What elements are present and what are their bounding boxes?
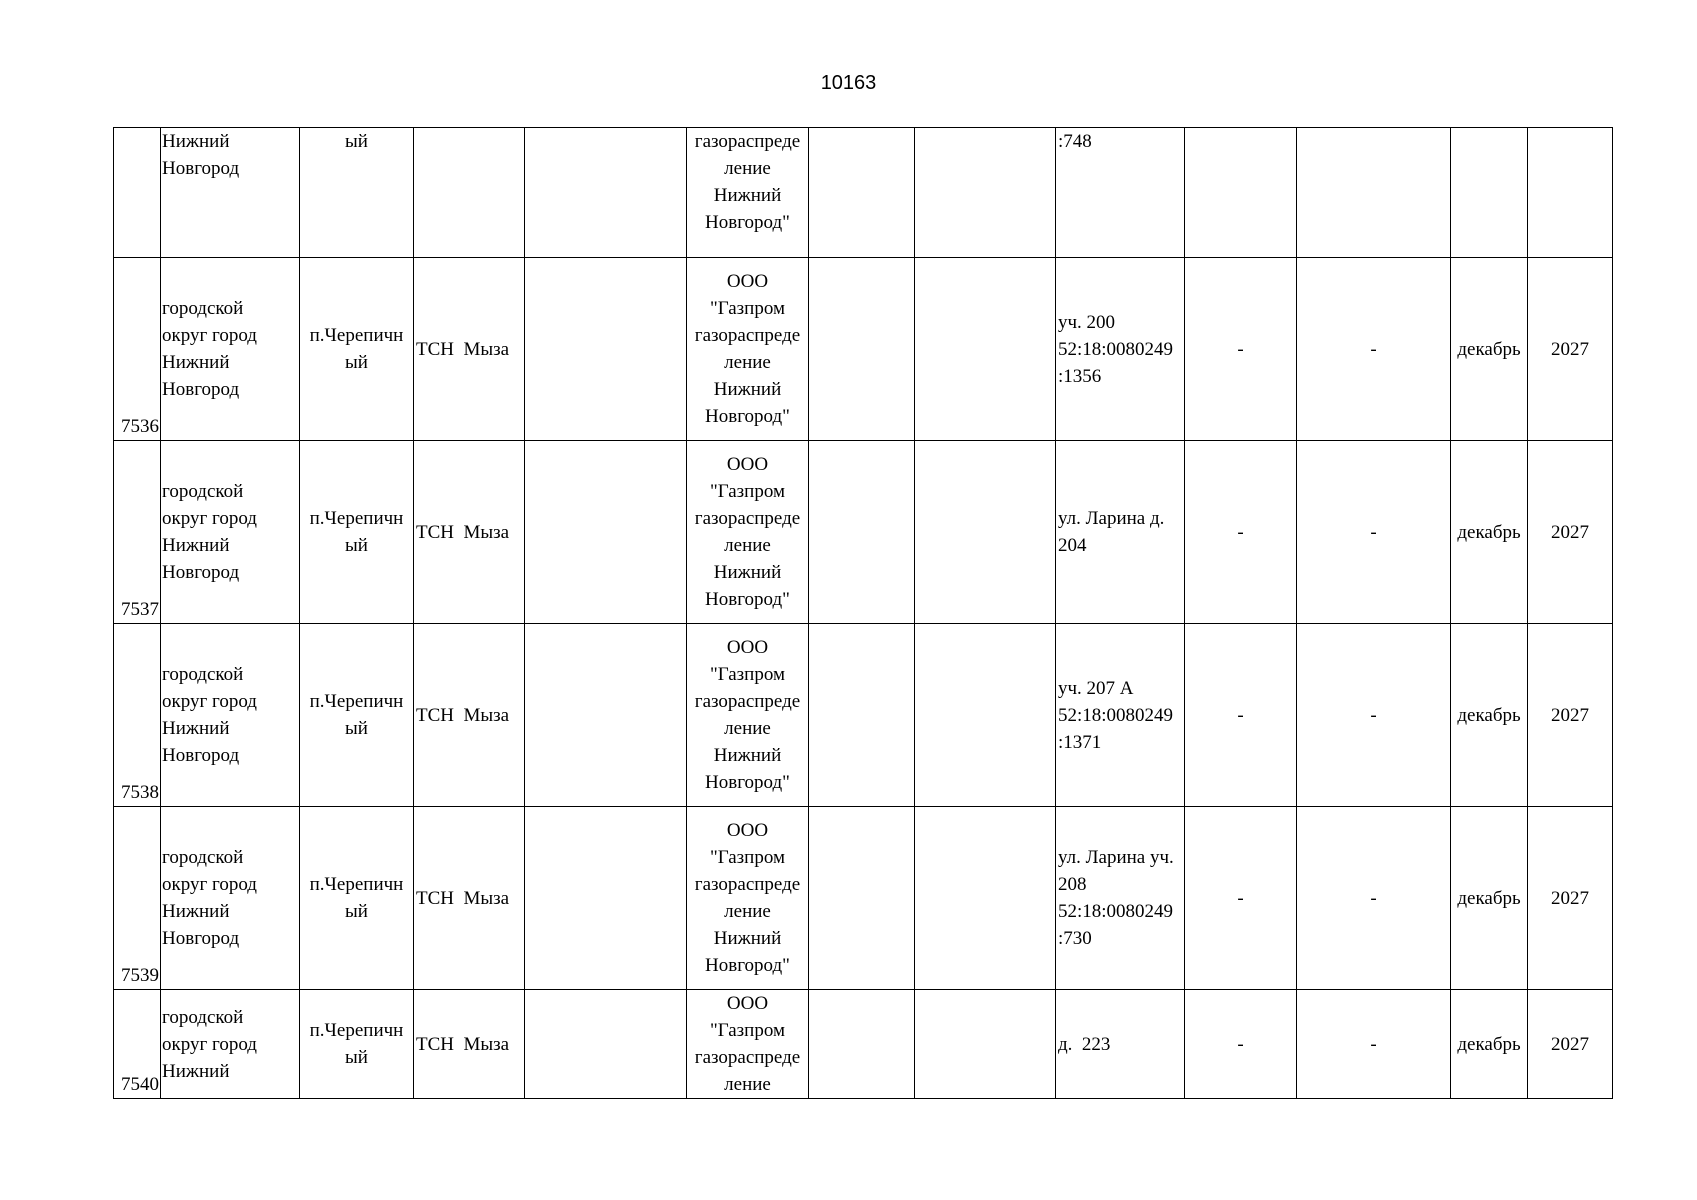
table-row xyxy=(114,441,1613,624)
dash-cell: - xyxy=(1297,990,1451,1099)
dash-cell: - xyxy=(1185,807,1297,990)
gasification-table xyxy=(113,127,1613,1099)
empty-cell xyxy=(525,128,687,258)
object-name-cell: ТСН Мыза xyxy=(414,624,525,807)
year-cell: 2027 xyxy=(1528,990,1613,1099)
empty-cell xyxy=(809,807,915,990)
settlement-cell: ый xyxy=(300,128,414,258)
empty-cell xyxy=(525,258,687,441)
month-cell: декабрь xyxy=(1451,624,1528,807)
address-cell: :748 xyxy=(1056,128,1185,258)
address-cell: уч. 200 52:18:0080249 :1356 xyxy=(1056,258,1185,441)
table-row xyxy=(114,990,1613,1099)
empty-cell xyxy=(915,624,1056,807)
empty-cell xyxy=(525,441,687,624)
empty-cell xyxy=(915,990,1056,1099)
object-name-cell xyxy=(414,128,525,258)
settlement-cell: п.Черепичн ый xyxy=(300,807,414,990)
settlement-cell: п.Черепичн ый xyxy=(300,441,414,624)
object-name-cell: ТСН Мыза xyxy=(414,441,525,624)
empty-cell xyxy=(1185,128,1297,258)
district-cell: Нижний Новгород xyxy=(161,128,300,258)
row-number-cell: 7537 xyxy=(114,441,161,624)
empty-cell xyxy=(915,258,1056,441)
empty-cell xyxy=(1528,128,1613,258)
district-cell: городской округ город Нижний Новгород xyxy=(161,441,300,624)
empty-cell xyxy=(1297,128,1451,258)
dash-cell: - xyxy=(1297,258,1451,441)
district-cell: городской округ город Нижний Новгород xyxy=(161,807,300,990)
month-cell: декабрь xyxy=(1451,990,1528,1099)
district-cell: городской округ город Нижний Новгород xyxy=(161,258,300,441)
settlement-cell: п.Черепичн ый xyxy=(300,990,414,1099)
settlement-cell: п.Черепичн ый xyxy=(300,624,414,807)
table-row xyxy=(114,258,1613,441)
dash-cell: - xyxy=(1185,441,1297,624)
empty-cell xyxy=(915,441,1056,624)
table-row xyxy=(114,624,1613,807)
year-cell: 2027 xyxy=(1528,807,1613,990)
table-row xyxy=(114,807,1613,990)
row-number-cell: 7536 xyxy=(114,258,161,441)
address-cell: уч. 207 А 52:18:0080249 :1371 xyxy=(1056,624,1185,807)
organization-cell: ООО "Газпром газораспреде ление Нижний Новгород" xyxy=(687,624,809,807)
empty-cell xyxy=(915,128,1056,258)
row-number-cell: 7539 xyxy=(114,807,161,990)
empty-cell xyxy=(809,990,915,1099)
dash-cell: - xyxy=(1297,441,1451,624)
address-cell: ул. Ларина уч. 208 52:18:0080249 :730 xyxy=(1056,807,1185,990)
district-cell: городской округ город Нижний xyxy=(161,990,300,1099)
dash-cell: - xyxy=(1297,624,1451,807)
month-cell: декабрь xyxy=(1451,807,1528,990)
month-cell: декабрь xyxy=(1451,258,1528,441)
empty-cell xyxy=(525,624,687,807)
table-row xyxy=(114,128,1613,258)
row-number-cell: 7540 xyxy=(114,990,161,1099)
page-number: 10163 xyxy=(820,72,877,94)
object-name-cell: ТСН Мыза xyxy=(414,990,525,1099)
object-name-cell: ТСН Мыза xyxy=(414,258,525,441)
organization-cell: ООО "Газпром газораспреде ление Нижний Новгород" xyxy=(687,258,809,441)
organization-cell: ООО "Газпром газораспреде ление Нижний Новгород" xyxy=(687,807,809,990)
empty-cell xyxy=(525,807,687,990)
empty-cell xyxy=(809,258,915,441)
dash-cell: - xyxy=(1185,258,1297,441)
organization-cell: ООО "Газпром газораспреде ление xyxy=(687,990,809,1099)
organization-cell: газораспреде ление Нижний Новгород" xyxy=(687,128,809,258)
empty-cell xyxy=(809,624,915,807)
object-name-cell: ТСН Мыза xyxy=(414,807,525,990)
dash-cell: - xyxy=(1297,807,1451,990)
dash-cell: - xyxy=(1185,990,1297,1099)
district-cell: городской округ город Нижний Новгород xyxy=(161,624,300,807)
empty-cell xyxy=(809,128,915,258)
row-number-cell: 7538 xyxy=(114,624,161,807)
month-cell: декабрь xyxy=(1451,441,1528,624)
year-cell: 2027 xyxy=(1528,258,1613,441)
empty-cell xyxy=(1451,128,1528,258)
empty-cell xyxy=(915,807,1056,990)
empty-cell xyxy=(809,441,915,624)
settlement-cell: п.Черепичн ый xyxy=(300,258,414,441)
row-number-cell xyxy=(114,128,161,258)
address-cell: ул. Ларина д. 204 xyxy=(1056,441,1185,624)
year-cell: 2027 xyxy=(1528,441,1613,624)
year-cell: 2027 xyxy=(1528,624,1613,807)
organization-cell: ООО "Газпром газораспреде ление Нижний Новгород" xyxy=(687,441,809,624)
address-cell: д. 223 xyxy=(1056,990,1185,1099)
empty-cell xyxy=(525,990,687,1099)
dash-cell: - xyxy=(1185,624,1297,807)
